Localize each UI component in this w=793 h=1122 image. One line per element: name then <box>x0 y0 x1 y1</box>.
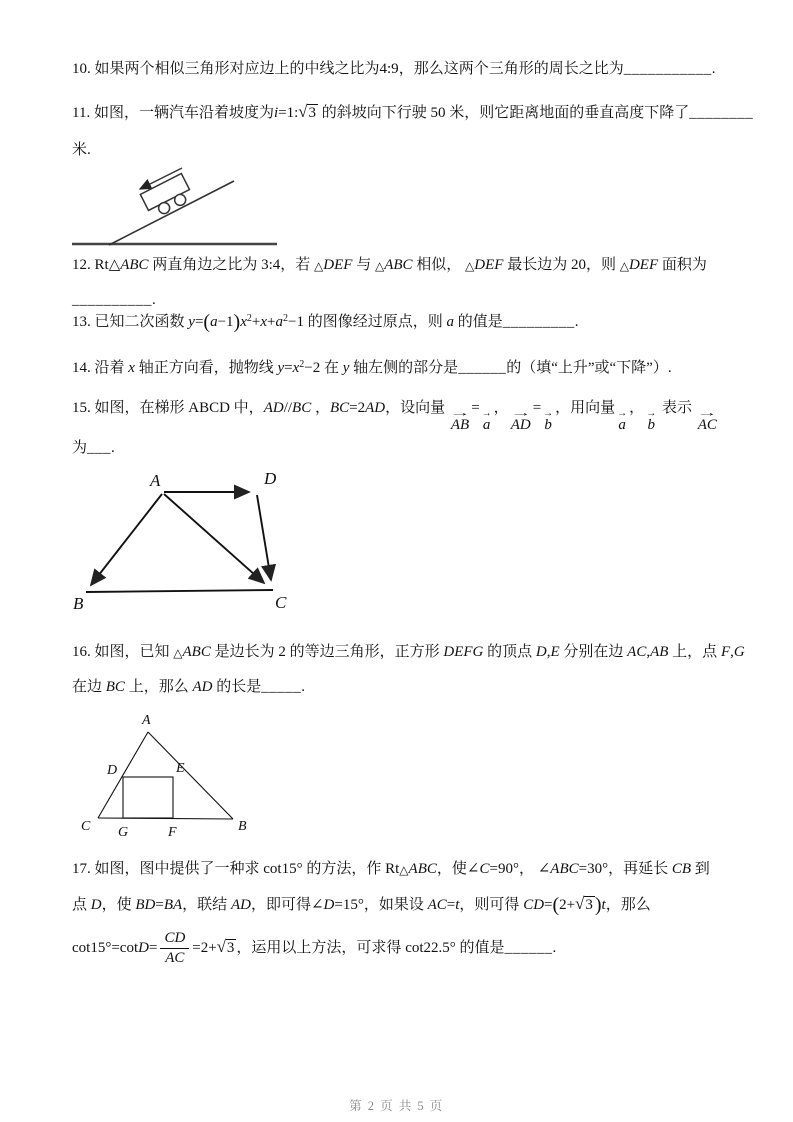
text-segment: 的顶点 <box>483 644 536 660</box>
text-segment: ，再延长 <box>608 861 672 877</box>
math-segment: ABC <box>182 644 211 660</box>
text-segment: 3:4 <box>261 257 281 273</box>
math-segment: AD <box>230 897 251 913</box>
question-16-line-1 <box>72 641 745 664</box>
text-segment: ，使 <box>436 861 467 877</box>
answer-blank: _________ <box>502 314 575 330</box>
text-segment: 2 <box>246 313 252 324</box>
math-segment: t <box>455 897 460 913</box>
vector-segment <box>646 410 656 434</box>
math-segment: x <box>128 360 135 376</box>
math-segment: DEFG <box>443 644 484 660</box>
question-17-line-3 <box>72 930 556 968</box>
fraction-segment <box>160 930 189 968</box>
edge-AB <box>148 732 233 819</box>
vector-base: AC <box>697 417 717 433</box>
vector-AB-edge <box>91 494 162 585</box>
sqrt-segment <box>217 936 237 959</box>
math-segment: i <box>273 105 279 121</box>
answer-blank: ___ <box>87 440 112 456</box>
text-segment: 12. Rt <box>72 257 109 273</box>
text-segment: =2+ <box>192 940 217 957</box>
text-segment: , <box>730 644 734 660</box>
text-segment: ，则 <box>585 257 620 273</box>
car <box>140 174 194 220</box>
text-segment: 米. <box>72 142 91 158</box>
text-segment: 在边 <box>72 679 106 695</box>
math-segment: DEF <box>628 257 659 273</box>
vector-arrow: → <box>543 408 554 419</box>
text-segment: Rt <box>385 861 400 877</box>
radical-sign: √ <box>216 937 226 957</box>
vertex-label-C: C <box>275 593 287 612</box>
text-segment: △ <box>108 257 121 273</box>
text-segment: ，如果设 <box>363 897 428 913</box>
math-segment: AB <box>650 644 669 660</box>
answer-blank: _____ <box>261 679 302 695</box>
text-segment: cot15° <box>72 940 112 957</box>
vector-base: a <box>482 417 491 433</box>
question-14-line-1 <box>72 357 672 381</box>
text-segment: △ <box>374 259 385 273</box>
text-segment: ， <box>493 400 509 416</box>
vertex-label-F: F <box>168 825 177 840</box>
square-DEFG <box>123 777 173 818</box>
question-15-line-1 <box>72 397 719 434</box>
question-11-line-1 <box>72 101 753 124</box>
text-segment: 的值是 <box>455 940 505 957</box>
vector-segment <box>617 410 627 434</box>
text-segment: 的等边三角形，正方形 <box>285 644 444 660</box>
math-segment: x <box>292 360 300 376</box>
vector-segment <box>451 410 469 434</box>
math-segment: CD <box>523 897 545 913</box>
vector-base: b <box>544 417 552 433</box>
text-segment: =90° <box>489 861 519 877</box>
text-segment: 13. 已知二次函数 <box>72 314 189 330</box>
text-segment: ∠ <box>537 861 551 877</box>
answer-blank: ______ <box>458 360 507 376</box>
math-segment: t <box>601 897 606 913</box>
vector-base: b <box>647 417 655 433</box>
text-segment: 与 <box>352 257 375 273</box>
math-segment: AC <box>627 644 647 660</box>
text-segment: ) <box>233 311 241 333</box>
text-segment: 50 <box>430 105 446 121</box>
text-segment: ，运用以上方法，可求得 <box>236 940 406 957</box>
text-segment: , <box>646 644 651 660</box>
text-segment: 分别在边 <box>559 644 628 660</box>
text-segment: 相似， <box>412 257 466 273</box>
text-segment: =2 <box>349 400 366 416</box>
text-segment: 上，那么 <box>124 679 193 695</box>
text-segment: 的方法，作 <box>302 861 386 877</box>
math-segment: x <box>260 314 268 330</box>
sqrt-segment <box>298 101 318 124</box>
answer-blank: ________ <box>689 105 754 121</box>
math-segment: AD <box>263 400 284 416</box>
text-segment: 4:9 <box>379 61 399 77</box>
text-segment: 2+ <box>559 897 576 913</box>
math-segment: BD <box>135 897 156 913</box>
text-segment: , <box>546 644 551 660</box>
text-segment: = <box>148 940 158 957</box>
radical-sign: √ <box>575 894 585 913</box>
math-segment: AD <box>365 400 386 416</box>
text-segment: =1: <box>278 105 299 121</box>
math-segment: C <box>479 861 490 877</box>
vector-base: AB <box>450 417 470 433</box>
math-segment: y <box>188 314 195 330</box>
text-segment: 米，则它距离地面的垂直高度下降了 <box>445 105 690 121</box>
text-segment: ，即可得 <box>250 897 311 913</box>
vertex-label-A: A <box>142 713 151 728</box>
math-segment: DEF <box>474 257 504 273</box>
math-segment: G <box>733 644 745 660</box>
text-segment: △ <box>465 259 475 273</box>
vector-arrow: → <box>617 408 628 419</box>
text-segment: cot15° <box>263 861 303 877</box>
text-segment: 的图像经过原点，则 <box>303 314 447 330</box>
question-15-line-2 <box>72 437 115 459</box>
text-segment: △ <box>619 259 629 273</box>
page-number-footer: 第 2 页 共 5 页 <box>349 1099 444 1113</box>
math-segment: E <box>550 644 560 660</box>
text-segment: 的值是 <box>453 314 503 330</box>
vertex-label-E: E <box>176 761 185 776</box>
text-segment: △ <box>314 259 324 273</box>
text-segment: =15° <box>334 897 364 913</box>
text-segment: 16. 如图，已知 <box>72 644 174 660</box>
text-segment: 2 <box>283 313 288 324</box>
trapezoid-lines <box>86 492 273 592</box>
vector-arrow: → <box>510 408 532 419</box>
text-segment: . <box>552 940 557 957</box>
text-segment: ，若 <box>280 257 315 273</box>
text-segment: △ <box>173 646 183 660</box>
math-segment: ABC <box>120 257 149 273</box>
radicand: 3 <box>308 105 316 121</box>
text-segment: ， <box>629 400 645 416</box>
text-segment: 点 <box>72 897 91 913</box>
text-segment: = <box>284 360 293 376</box>
text-segment: 10. 如果两个相似三角形对应边上的中线之比为 <box>72 61 380 77</box>
fraction-numerator: CD <box>160 930 189 949</box>
vector-base: AD <box>510 417 531 433</box>
text-segment: + <box>251 314 261 330</box>
question-10-line-1 <box>72 58 715 80</box>
vector-AC-diagonal <box>164 494 264 583</box>
text-segment: ，那么 <box>605 897 651 913</box>
text-segment: 15. 如图，在梯形 ABCD 中， <box>72 400 264 416</box>
text-segment: = <box>155 897 164 913</box>
vector-base: a <box>618 417 626 433</box>
text-segment: ，那么这两个三角形的周长之比为 <box>398 61 624 77</box>
text-segment: // <box>283 400 293 416</box>
text-segment: . <box>301 679 305 695</box>
math-segment: D <box>323 897 335 913</box>
vertex-label-B: B <box>73 594 84 613</box>
text-segment: ( <box>552 894 560 916</box>
text-segment: = <box>446 897 456 913</box>
vector-arrow: → <box>481 408 492 419</box>
text-segment: . <box>711 61 716 77</box>
math-segment: a <box>210 314 218 330</box>
vector-arrow: → <box>646 408 657 419</box>
text-segment: . <box>574 314 579 330</box>
vector-segment <box>543 410 553 434</box>
vertex-label-G: G <box>118 825 129 840</box>
figure-trapezoid <box>72 468 312 620</box>
text-segment: ，用向量 <box>555 400 616 416</box>
vector-segment <box>511 410 531 434</box>
text-segment: 表示 <box>658 400 696 416</box>
text-segment: 的长是 <box>212 679 262 695</box>
text-segment: ， <box>518 861 538 877</box>
text-segment: 最长边为 <box>503 257 571 273</box>
text-segment: 轴正方向看，抛物线 <box>134 360 278 376</box>
text-segment: cot22.5° <box>405 940 456 957</box>
vector-segment <box>482 410 492 434</box>
math-segment: BC <box>292 400 312 416</box>
math-segment: y <box>342 360 350 376</box>
text-segment: . <box>152 292 156 308</box>
vector-segment <box>698 410 717 434</box>
text-segment: . <box>111 440 115 456</box>
math-segment: AD <box>192 679 213 695</box>
text-segment: ，设向量 <box>385 400 449 416</box>
text-segment: 是边长为 <box>210 644 279 660</box>
text-segment: 的（填“上升”或“下降”）. <box>506 360 672 376</box>
math-segment: DEF <box>323 257 353 273</box>
math-segment: a <box>446 314 454 330</box>
question-13-line-1 <box>72 311 579 335</box>
text-segment: = <box>111 940 120 957</box>
math-segment: ABC <box>550 861 579 877</box>
math-segment: a <box>275 314 283 330</box>
text-segment: ∠ <box>466 861 480 877</box>
answer-blank: ______ <box>504 940 553 957</box>
vertex-label-D: D <box>107 763 118 778</box>
figure-slope-car <box>72 158 392 250</box>
text-segment: 的斜坡向下行驶 <box>317 105 431 121</box>
text-segment: + <box>267 314 276 330</box>
math-segment: CB <box>671 861 692 877</box>
vertex-label-B: B <box>238 819 247 834</box>
text-segment: 14. 沿着 <box>72 360 129 376</box>
text-segment: 在 <box>320 360 343 376</box>
text-segment: 17. 如图，图中提供了一种求 <box>72 861 264 877</box>
answer-blank: ___________ <box>623 61 712 77</box>
math-segment: BC <box>105 679 125 695</box>
vertex-label-D: D <box>264 469 277 488</box>
text-segment: 20 <box>570 257 586 273</box>
math-segment: D <box>535 644 547 660</box>
text-segment: −1 <box>288 314 304 330</box>
question-12-line-1 <box>72 254 707 277</box>
text-segment: ∠ <box>310 897 324 913</box>
text-segment: −2 <box>304 360 321 376</box>
text-segment: 为 <box>72 440 88 456</box>
text-segment: = <box>544 897 553 913</box>
text-segment: = <box>471 400 480 416</box>
math-segment: ABC <box>408 861 437 877</box>
text-segment: =30° <box>578 861 609 877</box>
text-segment: △ <box>399 863 409 877</box>
answer-blank: __________ <box>72 292 152 308</box>
edge-DC <box>257 495 271 580</box>
text-segment: 2 <box>299 359 305 370</box>
question-17-line-2 <box>72 893 651 916</box>
vertex-label-A: A <box>150 471 161 490</box>
text-segment: ) <box>594 894 602 916</box>
vector-arrow: → <box>696 408 718 419</box>
math-segment: y <box>277 360 285 376</box>
math-segment: D <box>138 940 149 957</box>
text-segment: 到 <box>691 861 710 877</box>
text-segment: ，联结 <box>182 897 231 913</box>
math-segment: x <box>240 314 247 330</box>
text-segment: 面积为 <box>658 257 707 273</box>
vector-arrow: → <box>449 408 471 419</box>
text-segment: ，使 <box>101 897 136 913</box>
radical-sign: √ <box>298 102 308 121</box>
text-segment: 上，点 <box>668 644 721 660</box>
question-16-line-2 <box>72 676 305 698</box>
text-segment: −1 <box>217 314 234 330</box>
text-segment: ， <box>311 400 330 416</box>
text-segment: ，则可得 <box>459 897 524 913</box>
question-17-line-1 <box>72 858 710 881</box>
text-segment: 两直角边之比为 <box>148 257 262 273</box>
math-segment: AC <box>427 897 447 913</box>
triangle-lines <box>98 732 233 819</box>
question-12-line-2 <box>72 289 156 311</box>
figure-triangle-square <box>72 708 272 853</box>
text-segment: = <box>194 314 204 330</box>
text-segment: cot <box>119 940 139 957</box>
radicand: 3 <box>226 940 235 957</box>
math-segment: BC <box>329 400 350 416</box>
edge-BC <box>86 590 273 592</box>
math-segment: D <box>90 897 102 913</box>
text-segment: 11. 如图，一辆汽车沿着坡度为 <box>72 105 274 121</box>
sqrt-segment <box>575 893 595 916</box>
text-segment: 轴左侧的部分是 <box>349 360 459 376</box>
text-segment: 2 <box>278 644 286 660</box>
vertex-label-C: C <box>81 819 91 834</box>
math-segment: F <box>720 644 731 660</box>
text-segment: = <box>532 400 542 416</box>
fraction-denominator: AC <box>165 950 185 967</box>
radicand: 3 <box>585 897 593 913</box>
text-segment: ( <box>203 311 211 333</box>
math-segment: BA <box>163 897 183 913</box>
math-segment: ABC <box>384 257 413 273</box>
